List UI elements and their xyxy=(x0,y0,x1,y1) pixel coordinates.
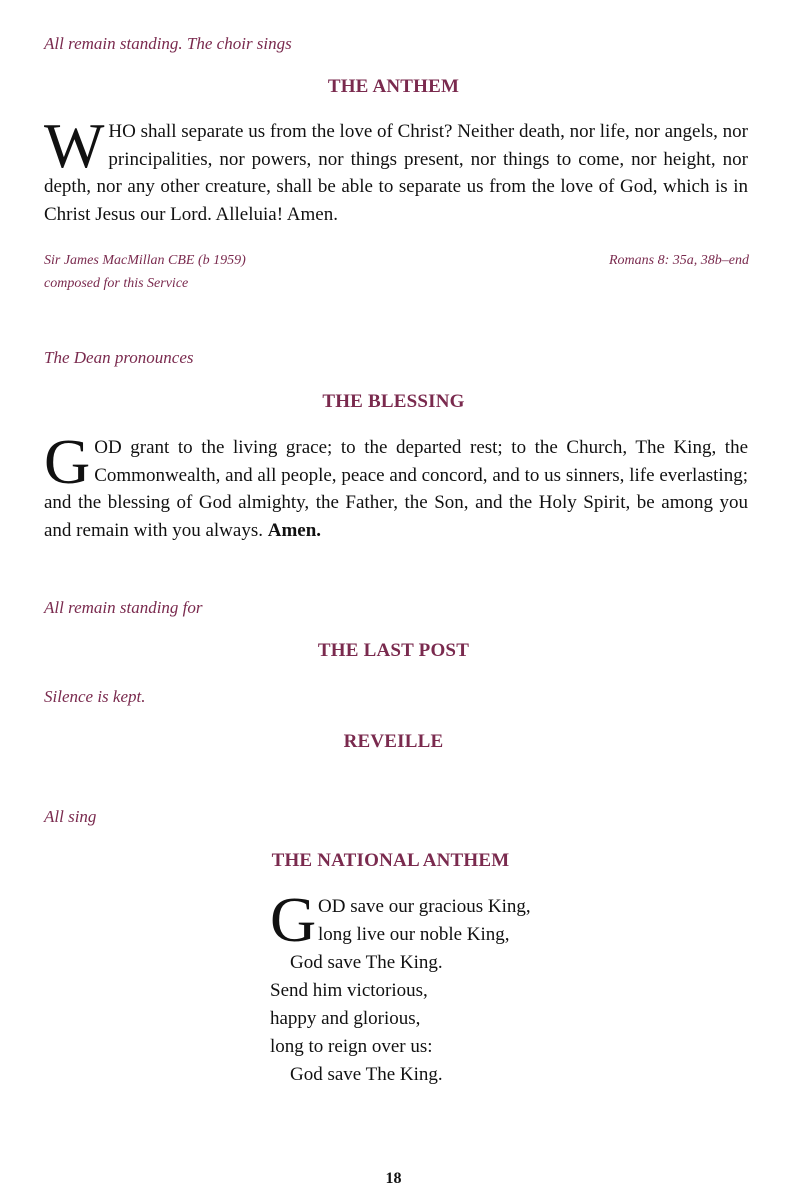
national-anthem-heading: THE NATIONAL ANTHEM xyxy=(271,850,510,871)
reveille-heading: REVEILLE xyxy=(343,731,444,752)
blessing-dropcap: G xyxy=(44,426,91,497)
page-number: 18 xyxy=(385,1170,402,1187)
composer-honour: CBE xyxy=(168,253,195,268)
anthem-text xyxy=(44,110,748,228)
blessing-rubric: The Dean pronounces xyxy=(44,348,194,367)
anthem-heading: THE ANTHEM xyxy=(327,76,460,97)
last-post-heading: THE LAST POST xyxy=(317,640,470,661)
anthem-composer xyxy=(44,250,246,271)
verse-line: long live our noble King, xyxy=(318,924,510,945)
composer-name: Sir James MacMillan xyxy=(44,253,165,268)
anthem-scripture-ref: Romans 8: 35a, 38b–end xyxy=(609,253,749,268)
composer-dates: (b 1959) xyxy=(197,253,246,268)
national-anthem-dropcap: G xyxy=(270,884,317,955)
anthem-dropcap: W xyxy=(44,110,105,181)
last-post-rubric: All remain standing for xyxy=(44,598,203,617)
verse-line: OD save our gracious King, xyxy=(318,896,531,917)
blessing-heading: THE BLESSING xyxy=(322,391,465,412)
anthem-rubric: All remain standing. The choir sings xyxy=(44,34,292,53)
national-anthem-rubric: All sing xyxy=(44,807,97,826)
anthem-body: HO shall separate us from the love of Christ? Neither death, nor life, nor angels, nor principalities, nor powers, nor things present, nor things to come, nor height, nor depth, nor any other creature, shall be able to separate us from the love of God, which is in Christ Jesus our Lord. Alleluia! Amen. xyxy=(44,121,748,225)
anthem-composed-for: composed for this Service xyxy=(44,276,189,291)
verse-line: God save The King. xyxy=(290,1064,443,1085)
verse-line: Send him victorious, xyxy=(270,980,428,1001)
national-anthem-verse xyxy=(270,884,590,1100)
verse-line: happy and glorious, xyxy=(270,1008,421,1029)
verse-line: long to reign over us: xyxy=(270,1036,433,1057)
blessing-text xyxy=(44,426,748,544)
silence-rubric: Silence is kept. xyxy=(44,687,146,706)
blessing-amen: Amen. xyxy=(267,519,322,541)
verse-line: God save The King. xyxy=(290,952,443,973)
blessing-body: OD grant to the living grace; to the departed rest; to the Church, The King, the Commonwealth, and all people, peace and concord, and to us sinners, life everlasting; and the blessing of God almighty, the Father, the Son, and the Holy Spirit, be among you and remain with you always. xyxy=(44,437,748,541)
